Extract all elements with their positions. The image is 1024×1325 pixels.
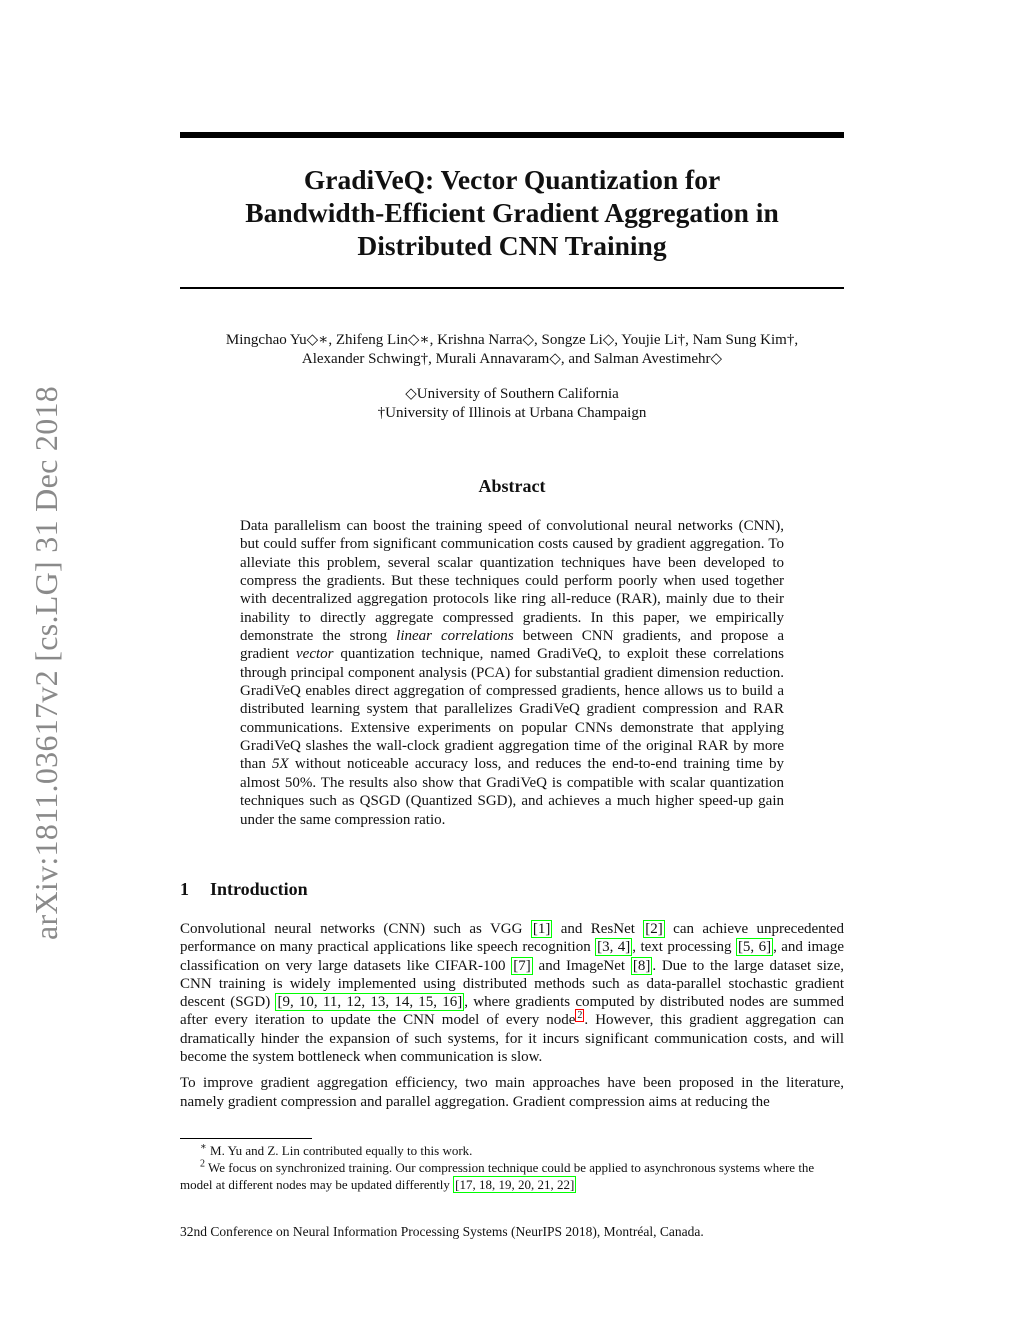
footnote-1-mark: ∗ bbox=[200, 1141, 207, 1153]
intro-paragraph-1 bbox=[180, 920, 844, 1066]
abstract-part-4: without noticeable accuracy loss, and reduces the end-to-end training time by almost 50%. The results also show that GradiVeQ is compatible with scalar quantization techniques such as QSGD (Quantized SGD), and achieves a much higher speed-up gain under the same compression ratio. bbox=[240, 756, 785, 828]
abstract-part-1: Data parallelism can boost the training speed of convolutional neural networks (CNN), but could suffer from significant communication costs caused by gradient aggregation. To alleviate this problem, several scalar quantization techniques have been developed to compress the gradients. But these techniques could perform poorly when used together with decentralized aggregation protocols like ring all-reduce (RAR), mainly due to their inability to directly aggregate compressed gradients. In this paper, we empirically demonstrate the strong bbox=[240, 518, 784, 645]
intro-text: , text processing bbox=[632, 939, 736, 956]
abstract-emphasis-2: vector bbox=[296, 646, 334, 663]
footnote-1 bbox=[180, 1142, 844, 1159]
abstract-part-3: quantization technique, named GradiVeQ, to exploit these correlations through principal component analysis (PCA) for substantial gradient dimension reduction. GradiVeQ enables direct aggregation of compressed gradients, hence allows us to build a distributed learning system that parallelizes GradiVeQ gradient compression and RAR communications. Extensive experiments on popular CNNs demonstrate that applying GradiVeQ slashes the wall-clock gradient aggregation time of the original RAR by more than bbox=[240, 646, 784, 773]
abstract-emphasis-1: linear correlations bbox=[396, 628, 514, 645]
citation-link[interactable]: [2] bbox=[645, 921, 663, 937]
affiliations bbox=[180, 385, 844, 423]
intro-text: and ImageNet bbox=[532, 957, 631, 974]
footnotes bbox=[180, 1142, 844, 1193]
footnote-2 bbox=[180, 1159, 844, 1193]
affiliation-uiuc: †University of Illinois at Urbana Champaign bbox=[377, 405, 647, 421]
section-title: Introduction bbox=[210, 879, 308, 899]
conference-footer: 32nd Conference on Neural Information Processing Systems (NeurIPS 2018), Montréal, Canada. bbox=[180, 1224, 704, 1239]
affiliation-usc: ◇University of Southern California bbox=[405, 386, 619, 402]
paper-title bbox=[180, 163, 844, 262]
title-line-1: GradiVeQ: Vector Quantization for bbox=[303, 164, 721, 195]
abstract-emphasis-3: 5X bbox=[272, 756, 289, 773]
intro-text: , and image classification on very large datasets like CIFAR-100 bbox=[180, 939, 844, 974]
footnote-1-text: M. Yu and Z. Lin contributed equally to this work. bbox=[206, 1143, 473, 1158]
citation-link[interactable]: [9, 10, 11, 12, 13, 14, 15, 16] bbox=[277, 994, 463, 1011]
citation-link[interactable]: [1] bbox=[532, 921, 551, 937]
abstract-part-2: between CNN gradients, and propose a gradient bbox=[240, 628, 785, 663]
title-bottom-rule bbox=[180, 287, 844, 289]
citation-link[interactable]: [17, 18, 19, 20, 21, 22] bbox=[455, 1177, 575, 1192]
intro-text: . However, this gradient aggregation can dramatically hinder the expansion of such systems, for it incurs significant communication costs, and will become the system bottleneck when communication is slow. bbox=[180, 1012, 845, 1066]
citation-link[interactable]: [5, 6] bbox=[737, 939, 772, 956]
authors-line-1: Mingchao Yu◇∗, Zhifeng Lin◇∗, Krishna Narra◇, Songze Li◇, Youjie Li†, Nam Sung Kim†, bbox=[225, 332, 799, 348]
citation-link[interactable]: [3, 4] bbox=[597, 939, 631, 956]
intro-text: Convolutional neural networks (CNN) such as VGG bbox=[180, 921, 531, 937]
title-line-2: Bandwidth-Efficient Gradient Aggregation in bbox=[245, 197, 779, 228]
footnote-2-mark: 2 bbox=[200, 1158, 205, 1170]
authors-line-2: Alexander Schwing†, Murali Annavaram◇, and Salman Avestimehr◇ bbox=[301, 351, 723, 367]
title-line-3: Distributed CNN Training bbox=[357, 230, 667, 261]
abstract-text bbox=[240, 517, 784, 829]
intro-text: . Due to the large dataset size, CNN training is widely implemented using distributed methods such as data-parallel stochastic gradient descent (SGD) bbox=[180, 957, 844, 1011]
citation-link[interactable]: [8] bbox=[632, 957, 651, 974]
intro-text: and ResNet bbox=[552, 921, 644, 937]
author-list bbox=[180, 331, 844, 369]
introduction-body bbox=[180, 920, 844, 1119]
footnote-link[interactable]: 2 bbox=[577, 1010, 583, 1022]
intro-text: can achieve unprecedented performance on many practical applications like speech recognition bbox=[180, 921, 844, 956]
section-heading-introduction bbox=[180, 879, 844, 900]
citation-link[interactable]: [7] bbox=[513, 957, 531, 974]
arxiv-stamp: arXiv:1811.03617v2 [cs.LG] 31 Dec 2018 bbox=[28, 385, 64, 940]
intro-paragraph-2: To improve gradient aggregation efficiency, two main approaches have been proposed in the literature, namely gradient compression and parallel aggregation. Gradient compression aims at reducing the bbox=[180, 1075, 844, 1110]
title-top-rule bbox=[180, 132, 844, 138]
abstract-heading: Abstract bbox=[478, 476, 546, 496]
section-number: 1 bbox=[180, 879, 189, 899]
footnote-rule bbox=[180, 1138, 312, 1139]
footnote-2-text: We focus on synchronized training. Our compression technique could be applied to asynchronous systems where the model at different nodes may be updated differently bbox=[180, 1160, 815, 1192]
intro-text: , where gradients computed by distributed nodes are summed after every iteration to update the CNN model of every node bbox=[180, 994, 845, 1029]
